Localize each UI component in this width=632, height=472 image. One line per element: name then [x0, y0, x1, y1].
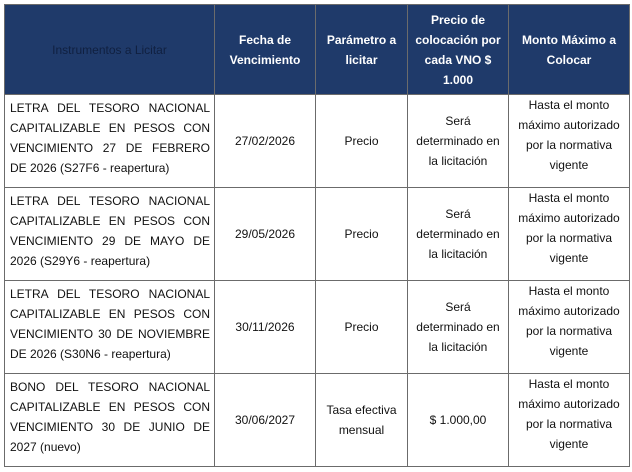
cell-parametro: Tasa efectiva mensual: [316, 374, 408, 467]
cell-parametro: Precio: [316, 188, 408, 281]
header-precio: Precio de colocación por cada VNO $ 1.000: [408, 5, 509, 95]
cell-precio: Será determinado en la licitación: [408, 188, 509, 281]
header-monto: Monto Máximo a Colocar: [509, 5, 630, 95]
cell-monto: Hasta el monto máximo autorizado por la normativa vigente: [509, 95, 630, 188]
table-header-row: [5, 5, 630, 95]
cell-fecha: 27/02/2026: [215, 95, 316, 188]
cell-precio: $ 1.000,00: [408, 374, 509, 467]
header-parametro: Parámetro a licitar: [316, 5, 408, 95]
cell-fecha: 30/11/2026: [215, 281, 316, 374]
header-fecha: Fecha de Vencimiento: [215, 5, 316, 95]
cell-parametro: Precio: [316, 281, 408, 374]
cell-instrumento: LETRA DEL TESORO NACIONAL CAPITALIZABLE EN PESOS CON VENCIMIENTO 30 DE NOVIEMBRE DE 2026 (S30N6 - reapertura): [5, 281, 215, 374]
cell-parametro: Precio: [316, 95, 408, 188]
cell-monto: Hasta el monto máximo autorizado por la normativa vigente: [509, 281, 630, 374]
table-row: [5, 374, 630, 467]
cell-instrumento: LETRA DEL TESORO NACIONAL CAPITALIZABLE EN PESOS CON VENCIMIENTO 29 DE MAYO DE 2026 (S29Y6 - reapertura): [5, 188, 215, 281]
cell-instrumento: LETRA DEL TESORO NACIONAL CAPITALIZABLE EN PESOS CON VENCIMIENTO 27 DE FEBRERO DE 2026 (S27F6 - reapertura): [5, 95, 215, 188]
cell-fecha: 30/06/2027: [215, 374, 316, 467]
header-instrumentos: Instrumentos a Licitar: [5, 5, 215, 95]
cell-fecha: 29/05/2026: [215, 188, 316, 281]
cell-monto: Hasta el monto máximo autorizado por la normativa vigente: [509, 374, 630, 467]
instruments-table: [4, 4, 630, 467]
cell-instrumento: BONO DEL TESORO NACIONAL CAPITALIZABLE EN PESOS CON VENCIMIENTO 30 DE JUNIO DE 2027 (nuevo): [5, 374, 215, 467]
table-row: [5, 95, 630, 188]
cell-monto: Hasta el monto máximo autorizado por la normativa vigente: [509, 188, 630, 281]
cell-precio: Será determinado en la licitación: [408, 95, 509, 188]
table-row: [5, 281, 630, 374]
cell-precio: Será determinado en la licitación: [408, 281, 509, 374]
table-row: [5, 188, 630, 281]
